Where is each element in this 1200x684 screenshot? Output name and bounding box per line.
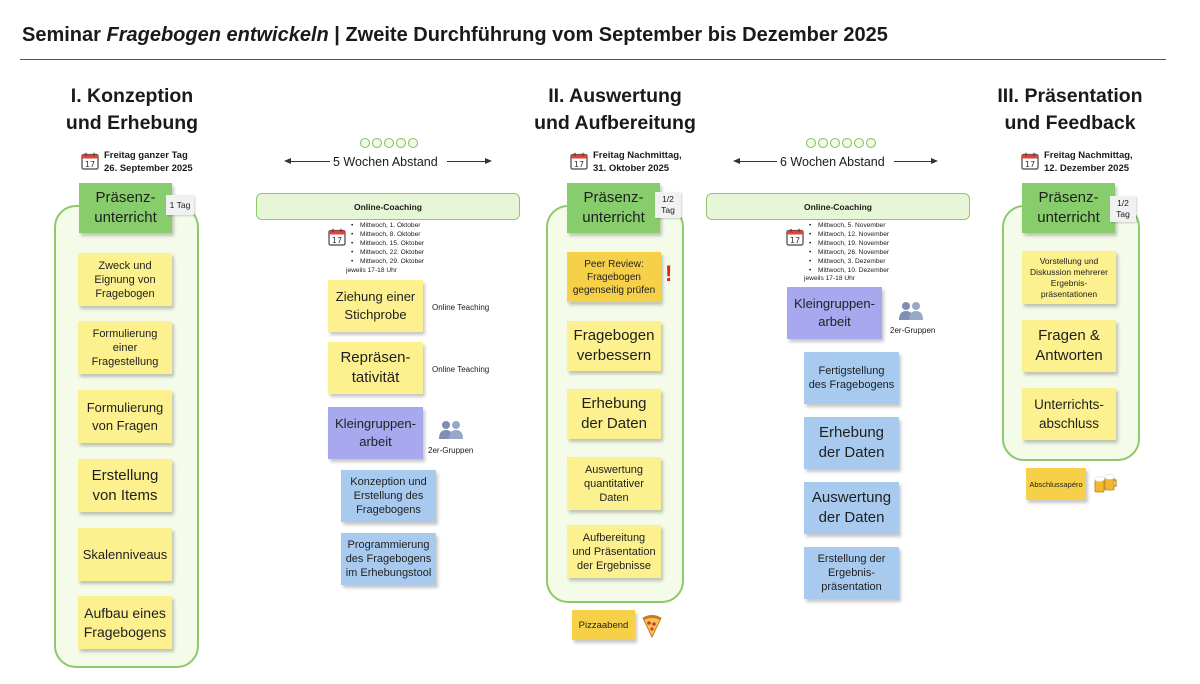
coaching-dates-list: • Mittwoch, 5. November • Mittwoch, 12. November • Mittwoch, 19. November • Mittwoch, 26. November • Mittwoch, 3. Dezember • Mittwoch, 10. Dezember jeweils 17-18 Uhr: [806, 222, 889, 284]
phase-2-note: Auswertung quantitativer Daten: [567, 457, 661, 510]
phase-2-date: Freitag Nachmittag, 31. Oktober 2025: [593, 150, 682, 174]
calendar-icon: [81, 152, 99, 170]
week-circle: [866, 138, 876, 148]
pizza-evening-note: Pizzaabend: [572, 610, 635, 640]
phase-1-note: Formulierung einer Fragestellung: [78, 321, 172, 374]
title-divider: [20, 59, 1166, 60]
week-circle: [818, 138, 828, 148]
gap-label: 5 Wochen Abstand: [333, 155, 438, 169]
calendar-icon: [1021, 152, 1039, 170]
coaching-note: Erstellung der Ergebnis- präsentation: [804, 547, 899, 599]
week-circle: [372, 138, 382, 148]
phase-1-note: Skalenniveaus: [78, 528, 172, 581]
phase-1-note: Zweck und Eignung von Fragebogen: [78, 253, 172, 306]
coaching-note: Kleingruppen- arbeit: [328, 407, 423, 459]
phase-3-note: Unterrichts- abschluss: [1022, 388, 1116, 440]
phase-1-title: I. Konzeption und Erhebung: [65, 85, 199, 134]
phase-3-note: Vorstellung und Diskussion mehrerer Ergebnis- präsentationen: [1022, 251, 1116, 304]
week-circle: [408, 138, 418, 148]
coaching-note: Erhebung der Daten: [804, 417, 899, 469]
coaching-note: Ziehung einer Stichprobe: [328, 280, 423, 332]
coaching-note: Auswertung der Daten: [804, 482, 899, 534]
coaching-note: Programmierung des Fragebogens im Erhebungstool: [341, 533, 436, 585]
online-teaching-label: Online Teaching: [432, 365, 490, 374]
arrow-right-icon: [931, 158, 938, 164]
group-icon: [898, 301, 924, 321]
calendar-icon: [328, 228, 346, 246]
week-circle: [842, 138, 852, 148]
groups-label: 2er-Gruppen: [890, 326, 936, 335]
pizza-icon: [641, 614, 663, 638]
exclamation-icon: !: [665, 261, 673, 286]
svg-text:17: 17: [1024, 160, 1036, 169]
week-circle: [384, 138, 394, 148]
svg-text:17: 17: [331, 236, 343, 245]
phase-1-date: Freitag ganzer Tag 26. September 2025: [104, 150, 193, 174]
page-title: Seminar Fragebogen entwickeln | Zweite Durchführung vom September bis Dezember 2025: [22, 24, 888, 46]
phase-2-note: Aufbereitung und Präsentation der Ergebnisse: [567, 525, 661, 578]
group-icon: [438, 420, 464, 440]
closing-apero-note: Abschlussapéro: [1026, 468, 1086, 500]
phase-2-note: Fragebogen verbessern: [567, 321, 661, 371]
presence-lesson-note: Präsenz- unterricht: [567, 183, 660, 233]
phase-1-note: Erstellung von Items: [78, 459, 172, 512]
calendar-icon: [786, 228, 804, 246]
week-circle: [830, 138, 840, 148]
week-circle: [854, 138, 864, 148]
week-circle: [360, 138, 370, 148]
svg-text:17: 17: [573, 160, 585, 169]
phase-3-title: III. Präsentation und Feedback: [997, 85, 1143, 134]
duration-tag: 1 Tag: [166, 195, 194, 215]
online-teaching-label: Online Teaching: [432, 303, 490, 312]
svg-text:17: 17: [84, 160, 96, 169]
coaching-note: Repräsen- tativität: [328, 342, 423, 394]
presence-lesson-note: Präsenz- unterricht: [1022, 183, 1115, 233]
arrow-line: [894, 161, 932, 162]
duration-tag: 1/2 Tag: [1110, 196, 1136, 222]
coaching-dates-list: • Mittwoch, 1. Oktober • Mittwoch, 8. Oktober • Mittwoch, 15. Oktober • Mittwoch, 22. Oktober • Mittwoch, 29. Oktober jeweils 17-18 Uhr: [348, 222, 424, 275]
svg-text:17: 17: [789, 236, 801, 245]
phase-2-note: Erhebung der Daten: [567, 389, 661, 439]
coaching-note: Kleingruppen- arbeit: [787, 287, 882, 339]
coaching-note: Fertigstellung des Fragebogens: [804, 352, 899, 404]
week-circle: [806, 138, 816, 148]
arrow-line: [290, 161, 330, 162]
peer-review-note: Peer Review: Fragebogen gegenseitig prüfen: [567, 252, 661, 302]
phase-3-date: Freitag Nachmittag, 12. Dezember 2025: [1044, 150, 1133, 174]
beer-mugs-icon: [1093, 472, 1117, 496]
coaching-note: Konzeption und Erstellung des Fragebogens: [341, 470, 436, 522]
phase-2-title: II. Auswertung und Aufbereitung: [534, 85, 696, 134]
online-coaching-bar: Online-Coaching: [706, 193, 970, 220]
week-circle: [396, 138, 406, 148]
presence-lesson-note: Präsenz- unterricht: [79, 183, 172, 233]
phase-1-note: Aufbau eines Fragebogens: [78, 596, 172, 649]
groups-label: 2er-Gruppen: [428, 446, 474, 455]
phase-1-note: Formulierung von Fragen: [78, 390, 172, 443]
online-coaching-bar: Online-Coaching: [256, 193, 520, 220]
arrow-line: [739, 161, 777, 162]
calendar-icon: [570, 152, 588, 170]
gap-label: 6 Wochen Abstand: [780, 155, 885, 169]
duration-tag: 1/2 Tag: [655, 192, 681, 218]
phase-3-note: Fragen & Antworten: [1022, 320, 1116, 372]
arrow-right-icon: [485, 158, 492, 164]
arrow-line: [447, 161, 486, 162]
